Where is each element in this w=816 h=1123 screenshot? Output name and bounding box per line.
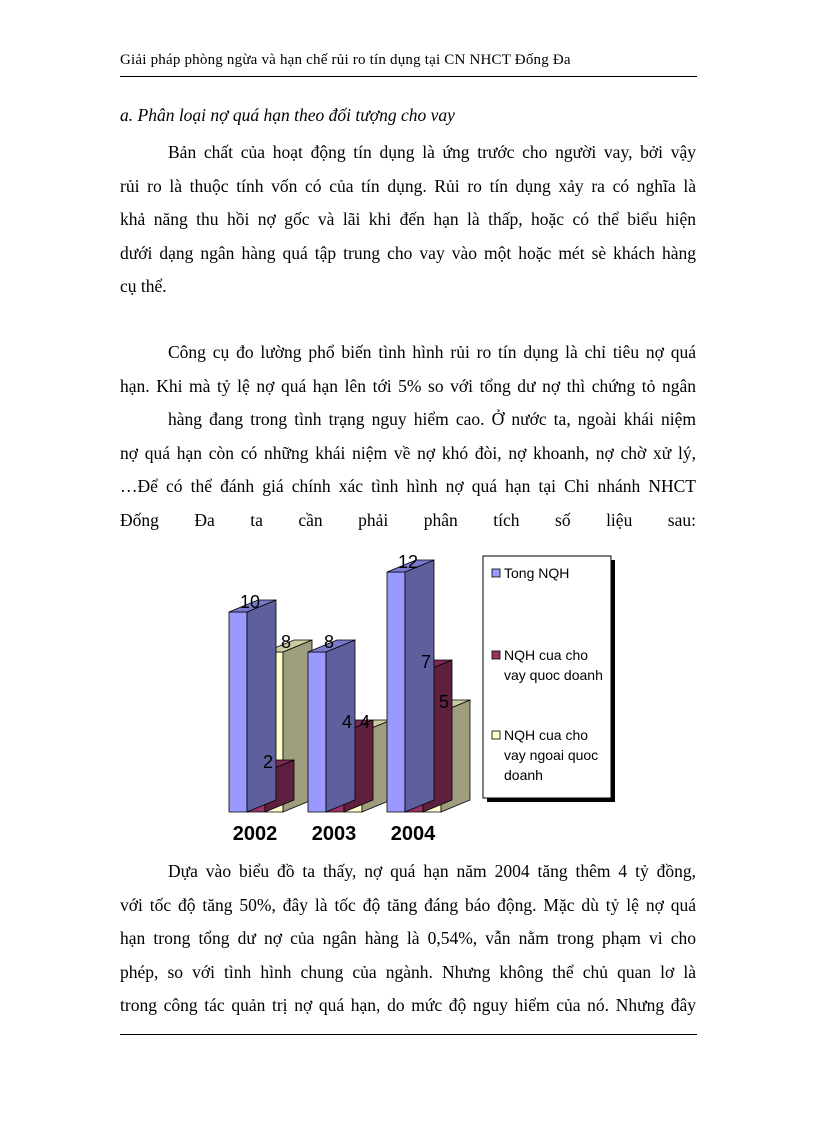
text-line: hạn. Khi mà tỷ lệ nợ quá hạn lên tới 5% so với tổng dư nợ thì chứng tỏ ngân — [120, 375, 696, 396]
data-label: 10 — [239, 592, 261, 612]
text-line: nợ quá hạn còn có những khái niệm về nợ khó đòi, nợ khoanh, nợ chờ xử lý, — [120, 442, 696, 463]
text-line: phép, so với tình hình chung của ngành. Nhưng không thể chủ quan lơ là — [120, 961, 696, 982]
legend-label: vay quoc doanh — [504, 667, 603, 683]
bars-group — [229, 560, 470, 812]
data-label: 8 — [280, 632, 292, 652]
data-label: 8 — [323, 632, 335, 652]
text-line: Đống Đa ta cần phải phân tích số liệu sau: — [120, 509, 696, 530]
text-line: …Để có thể đánh giá chính xác tình hình nợ quá hạn tại Chi nhánh NHCT — [120, 476, 696, 497]
data-label: 2 — [262, 752, 274, 772]
x-ticks-group — [233, 823, 436, 845]
data-label: 4 — [359, 712, 371, 732]
bar-side — [247, 600, 276, 812]
text-line: Dựa vào biểu đồ ta thấy, nợ quá hạn năm 2004 tăng thêm 4 tỷ đồng, — [168, 861, 696, 881]
data-label: 4 — [341, 712, 353, 732]
paragraph-1 — [120, 136, 696, 304]
bar-front — [229, 612, 247, 812]
bar-2002-0 — [229, 600, 276, 812]
data-label: 12 — [397, 552, 419, 572]
section-heading: a. Phân loại nợ quá hạn theo đối tượng cho vay — [120, 105, 455, 125]
text-line: cụ thể. — [120, 276, 167, 297]
text-line: Công cụ đo lường phổ biến tình hình rủi ro tín dụng là chỉ tiêu nợ quá — [168, 342, 696, 362]
x-tick-label: 2003 — [311, 823, 357, 845]
x-tick-label: 2002 — [232, 823, 278, 845]
text-line: rủi ro là thuộc tính vốn có của tín dụng. Rủi ro tín dụng xảy ra có nghĩa là — [120, 175, 696, 196]
legend-label: vay ngoai quoc — [504, 747, 599, 763]
legend-swatch — [492, 731, 500, 739]
paragraph-2 — [120, 336, 696, 538]
text-line: hàng đang trong tình trạng nguy hiểm cao. Ở nước ta, ngoài khái niệm — [168, 409, 696, 430]
npl-chart — [210, 550, 620, 850]
bar-front — [308, 652, 326, 812]
x-tick-label: 2004 — [390, 823, 436, 845]
legend-label: Tong NQH — [504, 565, 570, 581]
page-header: Giải pháp phòng ngừa và hạn chế rủi ro tín dụng tại CN NHCT Đống Đa — [120, 52, 571, 68]
bar-2004-0 — [387, 560, 434, 812]
text-line: trong công tác quản trị nợ quá hạn, do mức độ nguy hiểm của nó. Nhưng đây — [120, 995, 696, 1016]
text-line: với tốc độ tăng 50%, đây là tốc độ tăng đáng báo động. Mặc dù tỷ lệ nợ quá — [120, 894, 696, 915]
footer-rule — [120, 1034, 697, 1035]
bar-side — [405, 560, 434, 812]
text-line: hạn trong tổng dư nợ của ngân hàng là 0,54%, vẫn nằm trong phạm vi cho — [120, 928, 696, 949]
legend-label: NQH cua cho — [504, 727, 589, 743]
legend-swatch — [492, 569, 500, 577]
header-rule — [120, 76, 697, 77]
legend-label: NQH cua cho — [504, 647, 589, 663]
bar-front — [387, 572, 405, 812]
text-line: khả năng thu hồi nợ gốc và lãi khi đến hạn là thấp, hoặc có thể biểu hiện — [120, 209, 696, 230]
data-label: 7 — [420, 652, 432, 672]
data-label: 5 — [438, 692, 450, 712]
paragraph-3 — [120, 855, 696, 1023]
legend-swatch — [492, 651, 500, 659]
text-line: Bản chất của hoạt động tín dụng là ứng trước cho người vay, bởi vậy — [168, 142, 696, 162]
text-line: dưới dạng ngân hàng quá tập trung cho vay vào một hoặc mét sè khách hàng — [120, 242, 696, 263]
legend — [483, 556, 615, 802]
legend-label: doanh — [504, 767, 543, 783]
